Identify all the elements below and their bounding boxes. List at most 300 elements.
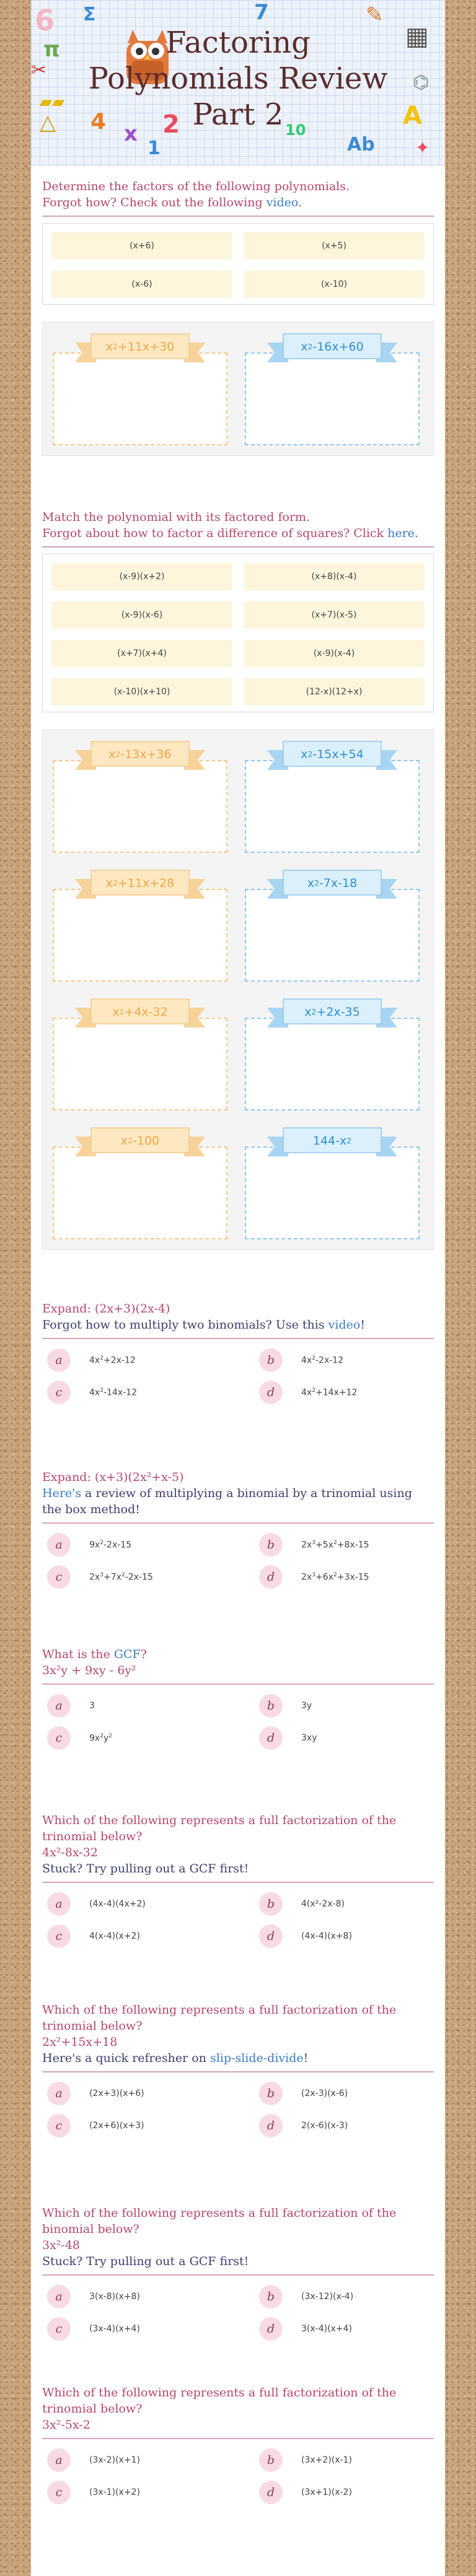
polynomial-base: x	[307, 876, 315, 890]
option-exponent: 2	[312, 1387, 315, 1394]
option-letter-badge[interactable]: d	[259, 1565, 283, 1589]
polynomial-rest: -16x+60	[312, 340, 364, 354]
drop-zone[interactable]	[53, 760, 227, 853]
option-letter-badge[interactable]: c	[47, 2481, 71, 2504]
option-text-part: y	[104, 1733, 109, 1744]
drop-zone[interactable]	[245, 352, 420, 445]
answer-option-b[interactable]	[259, 1532, 434, 1557]
question-text	[42, 2002, 434, 2034]
polynomial-banner	[75, 736, 205, 772]
answer-option-b[interactable]	[259, 2284, 434, 2309]
question-text-span: What is the	[42, 1648, 110, 1661]
question-prompt	[42, 2002, 434, 2066]
answer-option-d[interactable]	[259, 2113, 434, 2138]
option-text-part: +8x-15	[337, 1540, 369, 1550]
polynomial-rest: -100	[132, 1134, 160, 1148]
polynomial-base: x	[105, 340, 113, 354]
polynomial-exponent: 2	[112, 343, 118, 351]
option-exponent: 3	[100, 1571, 104, 1578]
option-text	[301, 2455, 352, 2465]
option-letter-badge[interactable]: b	[259, 2448, 283, 2472]
answer-option-a[interactable]	[47, 1532, 222, 1557]
option-text-part: -14x-12	[104, 1387, 138, 1398]
option-text-part: +5x	[315, 1540, 333, 1550]
option-text-part: 4(x²-2x-8)	[301, 1899, 345, 1909]
option-letter-badge[interactable]: a	[47, 1348, 71, 1372]
option-text-part: +14x+12	[315, 1387, 358, 1398]
polynomial-exponent: 2	[314, 879, 319, 888]
answer-choices	[42, 1524, 434, 1589]
option-text-part: (3x+1)(x-2)	[301, 2487, 352, 2497]
section1-video-link[interactable]: video	[266, 196, 299, 209]
question-text-span: Which of the following represents a full factorization of the trinomial below?	[42, 2386, 397, 2416]
drop-target[interactable]	[50, 993, 230, 1113]
polynomial-label	[286, 871, 379, 895]
doodle-ab: Ab	[347, 134, 375, 155]
option-exponent: 2	[121, 1571, 125, 1578]
drop-row	[50, 328, 426, 448]
option-text	[301, 2324, 352, 2334]
polynomial-banner	[75, 994, 205, 1030]
option-text-part: (2x+6)(x+3)	[89, 2121, 144, 2131]
question-text-span: Which of the following represents a full factorization of the trinomial below?	[42, 2003, 397, 2033]
option-letter-badge[interactable]: a	[47, 1694, 71, 1718]
polynomial-label	[286, 1000, 379, 1024]
option-text-part: +3x-15	[337, 1572, 369, 1583]
option-text-part: 3y	[301, 1701, 312, 1711]
section1-answer-chip[interactable]: (x+6)	[51, 232, 232, 260]
polynomial-label	[286, 335, 379, 359]
option-exponent: 2	[108, 1732, 113, 1739]
option-text-part: +7x	[104, 1572, 121, 1583]
drop-zone[interactable]	[53, 1018, 227, 1111]
polynomial-rest: -15x+54	[312, 748, 364, 761]
option-text-part: 3(x-8)(x+8)	[89, 2292, 140, 2302]
drop-row	[50, 1122, 426, 1242]
section1-chip-bank	[42, 223, 434, 305]
question-prompt	[42, 2205, 434, 2269]
question-prompt	[42, 1646, 434, 1679]
drop-row	[50, 993, 426, 1113]
hint-text: Forgot how to multiply two binomials? Use this	[42, 1318, 325, 1332]
question-text	[42, 1646, 434, 1662]
drop-zone[interactable]	[53, 889, 227, 982]
option-text	[89, 1572, 153, 1583]
answer-option-d[interactable]	[259, 1565, 434, 1589]
option-text-part: 4x	[89, 1387, 100, 1398]
doodle-four: 4	[90, 109, 107, 134]
polynomial-banner	[267, 865, 397, 901]
section2-answer-chip[interactable]: (x-9)(x+2)	[51, 563, 232, 590]
polynomial-exponent: 2	[307, 343, 313, 351]
drop-target[interactable]	[242, 735, 422, 855]
answer-choices	[42, 2072, 434, 2138]
doodle-one: 1	[148, 138, 161, 159]
option-text	[301, 2121, 348, 2131]
option-text-part: (3x-1)(x+2)	[89, 2487, 140, 2497]
option-letter-badge[interactable]: b	[259, 1533, 283, 1557]
polynomial-rest: +11x+28	[117, 876, 175, 890]
drop-target[interactable]	[242, 328, 422, 448]
hint-end: !	[360, 1318, 365, 1332]
divider	[42, 216, 434, 217]
drop-row	[50, 735, 426, 855]
page-title-line1: Factoring	[165, 25, 311, 60]
option-letter-badge[interactable]: c	[47, 1726, 71, 1750]
question-hint	[42, 1485, 434, 1517]
answer-option-d[interactable]	[259, 1380, 434, 1405]
doodle-triangle-icon: △	[40, 110, 56, 135]
hint-link[interactable]: slip-slide-divide	[209, 2051, 304, 2065]
question-block	[42, 2205, 434, 2341]
header-banner	[31, 0, 445, 166]
answer-choices	[42, 2439, 434, 2505]
question-prompt	[42, 1469, 434, 1517]
option-text-part: 2x	[89, 1572, 100, 1583]
section1-answer-chip[interactable]: (x-6)	[51, 271, 232, 298]
answer-option-c[interactable]	[47, 2480, 222, 2505]
section1-answer-chip[interactable]: (x-10)	[244, 271, 425, 298]
option-text-part: (3x-4)(x+4)	[89, 2324, 140, 2334]
section2-prompt-line2	[42, 525, 434, 541]
option-text	[301, 1540, 369, 1550]
option-letter-badge[interactable]: a	[47, 1533, 71, 1557]
polynomial-banner	[267, 736, 397, 772]
section2-answer-chip[interactable]: (x+7)(x-5)	[244, 601, 425, 629]
option-letter-badge[interactable]: d	[259, 2114, 283, 2137]
option-text-part: (4x-4)(x+8)	[301, 1931, 352, 1941]
answer-option-c[interactable]	[47, 1726, 222, 1750]
worksheet-page	[31, 0, 445, 2576]
section1-answer-chip[interactable]: (x+5)	[244, 232, 425, 260]
polynomial-label	[286, 1129, 379, 1153]
answer-option-d[interactable]	[259, 1924, 434, 1949]
drop-target[interactable]	[50, 1122, 230, 1242]
section2-here-link[interactable]: here	[387, 526, 415, 540]
option-text-part: 9x	[89, 1540, 100, 1550]
option-text-part: (2x-3)(x-6)	[301, 2089, 348, 2098]
answer-option-a[interactable]	[47, 2448, 222, 2473]
option-text	[89, 1733, 112, 1744]
drop-row	[50, 864, 426, 984]
answer-option-d[interactable]	[259, 2480, 434, 2505]
option-text-part: (2x+3)(x+6)	[89, 2089, 144, 2098]
question-text-span: Expand: (2x+3)(2x-4)	[42, 1302, 170, 1316]
answer-choices	[42, 1685, 434, 1750]
option-letter-badge[interactable]: a	[47, 2448, 71, 2472]
question-text	[42, 1301, 434, 1317]
question-text	[42, 1812, 434, 1845]
drop-zone[interactable]	[245, 760, 420, 853]
question-block	[42, 1301, 434, 1405]
page-title	[52, 25, 424, 133]
drop-zone[interactable]	[53, 1146, 227, 1239]
option-letter-badge[interactable]: c	[47, 1924, 71, 1948]
option-text	[301, 2089, 348, 2098]
answer-choices	[42, 2276, 434, 2341]
page-title-line3: Part 2	[192, 97, 284, 132]
option-letter-badge[interactable]: a	[47, 2285, 71, 2308]
answer-option-d[interactable]	[259, 1726, 434, 1750]
option-text	[301, 1355, 343, 1366]
question-expression: 4x²-8x-32	[42, 1846, 98, 1859]
drop-target[interactable]	[50, 864, 230, 984]
answer-option-c[interactable]	[47, 1380, 222, 1405]
polynomial-banner	[267, 994, 397, 1030]
option-exponent: 3	[312, 1539, 315, 1546]
doodle-x: x	[124, 121, 138, 146]
answer-option-d[interactable]	[259, 2316, 434, 2341]
question-block	[42, 2002, 434, 2138]
answer-choices	[42, 1339, 434, 1405]
polynomial-rest: +4x-32	[124, 1005, 168, 1019]
polynomial-exponent: 2	[311, 1008, 317, 1016]
option-letter-badge[interactable]: c	[47, 1381, 71, 1404]
option-letter-badge[interactable]: d	[259, 1381, 283, 1404]
polynomial-banner	[267, 329, 397, 365]
polynomial-exponent: 2	[119, 1008, 125, 1016]
polynomial-exponent: 2	[307, 750, 313, 759]
section2-prompt	[42, 509, 434, 541]
option-letter-badge[interactable]: d	[259, 2317, 283, 2341]
option-exponent: 2	[100, 1732, 104, 1739]
question-expression: 2x²+15x+18	[42, 2035, 118, 2049]
doodle-ten: 10	[285, 121, 306, 139]
polynomial-label	[94, 335, 187, 359]
section2-answer-chip[interactable]: (x+8)(x-4)	[244, 563, 425, 590]
polynomial-exponent: 2	[128, 1137, 133, 1145]
option-text-part: 4x	[301, 1387, 312, 1398]
doodle-sum-icon: Σ	[83, 4, 96, 25]
question-text	[42, 2385, 434, 2417]
answer-option-c[interactable]	[47, 2316, 222, 2341]
section1-prompt-text: Forgot how? Check out the following	[42, 196, 263, 209]
question-block	[42, 1812, 434, 1949]
doodle-star-icon: ✦	[415, 138, 430, 158]
answer-option-a[interactable]	[47, 1348, 222, 1373]
option-text	[301, 1733, 317, 1743]
hint-text: Here's a quick refresher on	[42, 2051, 206, 2065]
doodle-calculator-icon: ▦	[405, 22, 429, 51]
section1-drop-area	[42, 322, 434, 456]
polynomial-rest: -13x+36	[120, 748, 172, 761]
option-text	[301, 1931, 352, 1941]
polynomial-exponent: 2	[112, 879, 118, 888]
answer-option-b[interactable]	[259, 1892, 434, 1916]
hint-link[interactable]: video	[328, 1318, 361, 1332]
option-text	[89, 2487, 140, 2497]
question-expression: 3x²y + 9xy - 6y²	[42, 1664, 136, 1677]
polynomial-exponent: 2	[346, 1137, 352, 1145]
question-prompt	[42, 1812, 434, 1877]
option-letter-badge[interactable]: b	[259, 2285, 283, 2308]
option-text-part: -2x-15	[125, 1572, 153, 1583]
section2-chip-bank	[42, 554, 434, 712]
question-text	[42, 1469, 434, 1485]
section2-prompt-period: .	[414, 526, 418, 540]
answer-option-a[interactable]	[47, 2081, 222, 2106]
option-letter-badge[interactable]: d	[259, 1924, 283, 1948]
section2-answer-chip[interactable]: (x-10)(x+10)	[51, 678, 232, 705]
option-exponent: 2	[312, 1355, 315, 1361]
answer-option-c[interactable]	[47, 2113, 222, 2138]
question-expression: 3x²-5x-2	[42, 2418, 90, 2432]
option-text-part: 3xy	[301, 1733, 317, 1743]
question-hint	[42, 1317, 434, 1333]
doodle-six: 6	[35, 4, 55, 37]
answer-choices	[42, 1883, 434, 1949]
answer-option-a[interactable]	[47, 1892, 222, 1916]
option-text-part: +6x	[315, 1572, 333, 1583]
option-letter-badge[interactable]: b	[259, 2082, 283, 2105]
option-exponent: 2	[100, 1355, 104, 1361]
option-text	[89, 2089, 144, 2098]
answer-option-c[interactable]	[47, 1565, 222, 1589]
answer-option-b[interactable]	[259, 2448, 434, 2473]
option-text-part: (3x-2)(x+1)	[89, 2455, 140, 2465]
option-letter-badge[interactable]: c	[47, 2317, 71, 2341]
option-exponent: 2	[333, 1539, 337, 1546]
option-text	[89, 2292, 140, 2302]
polynomial-banner	[267, 1123, 397, 1159]
drop-zone[interactable]	[245, 1146, 420, 1239]
option-text	[89, 1931, 140, 1941]
section1-prompt-line2	[42, 194, 434, 211]
page-title-line2: Polynomials Review	[88, 61, 388, 96]
answer-option-c[interactable]	[47, 1924, 222, 1949]
option-letter-badge[interactable]: c	[47, 2114, 71, 2137]
option-text	[301, 2292, 353, 2302]
option-letter-badge[interactable]: b	[259, 1892, 283, 1916]
section1-prompt-line1: Determine the factors of the following polynomials.	[42, 180, 350, 193]
drop-target[interactable]	[50, 735, 230, 855]
polynomial-base: x	[120, 1134, 128, 1148]
drop-target[interactable]	[242, 864, 422, 984]
option-text-part: 4(x-4)(x+2)	[89, 1931, 140, 1941]
option-text-part: 4x	[301, 1355, 312, 1366]
question-block	[42, 2385, 434, 2505]
polynomial-banner	[75, 329, 205, 365]
section2-answer-chip[interactable]: (12-x)(12+x)	[244, 678, 425, 705]
hint-text: Stuck? Try pulling out a GCF first!	[42, 2255, 249, 2268]
drop-target[interactable]	[50, 328, 230, 448]
answer-option-b[interactable]	[259, 1348, 434, 1373]
section2-answer-chip[interactable]: (x-9)(x-6)	[51, 601, 232, 629]
section-factor-drag	[42, 178, 434, 456]
divider	[42, 546, 434, 548]
doodle-seven: 7	[254, 0, 269, 25]
drop-zone[interactable]	[245, 889, 420, 982]
polynomial-banner	[75, 865, 205, 901]
doodle-scissors-icon: ✂	[31, 59, 47, 81]
option-letter-badge[interactable]: c	[47, 1565, 71, 1589]
option-letter-badge[interactable]: a	[47, 2082, 71, 2105]
option-text-part: 9x	[89, 1733, 100, 1744]
drop-target[interactable]	[242, 993, 422, 1113]
section1-prompt	[42, 178, 434, 211]
option-text-part: 2(x-6)(x-3)	[301, 2121, 348, 2131]
hint-link[interactable]: Here's	[42, 1487, 82, 1500]
polynomial-rest: +11x+30	[117, 340, 175, 354]
option-text	[301, 2487, 352, 2497]
doodle-two: 2	[162, 110, 180, 139]
polynomial-label	[94, 1000, 187, 1024]
section2-prompt-text: Forgot about how to factor a difference of squares? Click	[42, 526, 384, 540]
question-hint	[42, 2050, 434, 2066]
polynomial-rest: -7x-18	[319, 876, 358, 890]
option-text-part: -2x-12	[315, 1355, 344, 1366]
section1-prompt-period: .	[298, 196, 302, 209]
option-text-part: 2x	[301, 1540, 312, 1550]
section-match-drag	[42, 509, 434, 1250]
option-letter-badge[interactable]: d	[259, 2481, 283, 2504]
answer-option-b[interactable]	[259, 1693, 434, 1718]
option-letter-badge[interactable]: b	[259, 1694, 283, 1718]
section2-answer-chip[interactable]: (x-9)(x-4)	[244, 640, 425, 667]
option-letter-badge[interactable]: d	[259, 1726, 283, 1750]
doodle-ruler-icon: ▰▰	[40, 93, 64, 111]
question-text	[42, 2205, 434, 2237]
gcf-link[interactable]: GCF	[113, 1648, 141, 1661]
option-exponent: 2	[100, 1387, 104, 1394]
section2-drop-area	[42, 730, 434, 1250]
option-text-part: 2x	[301, 1572, 312, 1583]
drop-zone[interactable]	[245, 1018, 420, 1111]
polynomial-banner	[75, 1123, 205, 1159]
hint-text: Stuck? Try pulling out a GCF first!	[42, 1862, 249, 1875]
polynomial-label	[94, 871, 187, 895]
option-text-part: 3	[89, 1701, 95, 1711]
polynomial-base: x	[112, 1005, 120, 1019]
drop-zone[interactable]	[53, 352, 227, 445]
answer-option-a[interactable]	[47, 2284, 222, 2309]
option-text	[89, 2121, 144, 2131]
polynomial-exponent: 2	[115, 750, 121, 759]
option-letter-badge[interactable]: a	[47, 1892, 71, 1916]
polynomial-label	[286, 743, 379, 766]
polynomial-base: x	[105, 876, 113, 890]
option-text	[301, 1387, 357, 1398]
doodle-a: A	[403, 102, 422, 130]
option-text	[89, 2455, 140, 2465]
hint-text: a review of multiplying a binomial by a trinomial using the box method!	[42, 1487, 412, 1516]
question-block	[42, 1646, 434, 1750]
question-hint	[42, 1861, 434, 1877]
option-letter-badge[interactable]: b	[259, 1348, 283, 1372]
doodle-pi-icon: π	[43, 37, 60, 62]
polynomial-base: x	[304, 1005, 312, 1019]
drop-target[interactable]	[242, 1122, 422, 1242]
option-text-part: (4x-4)(4x+2)	[89, 1899, 146, 1909]
doodle-compass-icon: ⌬	[413, 72, 430, 94]
polynomial-base: x	[340, 1134, 347, 1148]
hint-end: !	[303, 2051, 309, 2065]
option-text	[89, 1540, 131, 1550]
option-text-part: +2x-12	[104, 1355, 136, 1366]
polynomial-base: x	[301, 340, 308, 354]
answer-option-a[interactable]	[47, 1693, 222, 1718]
answer-option-b[interactable]	[259, 2081, 434, 2106]
option-exponent: 3	[312, 1571, 315, 1578]
question-mark: ?	[140, 1648, 147, 1661]
option-text	[89, 1355, 136, 1366]
option-text-part: 3(x-4)(x+4)	[301, 2324, 352, 2334]
question-prompt	[42, 1301, 434, 1333]
option-exponent: 2	[333, 1571, 337, 1578]
section2-answer-chip[interactable]: (x+7)(x+4)	[51, 640, 232, 667]
question-hint	[42, 2253, 434, 2269]
question-text-span: Expand: (x+3)(2x²+x-5)	[42, 1470, 184, 1484]
